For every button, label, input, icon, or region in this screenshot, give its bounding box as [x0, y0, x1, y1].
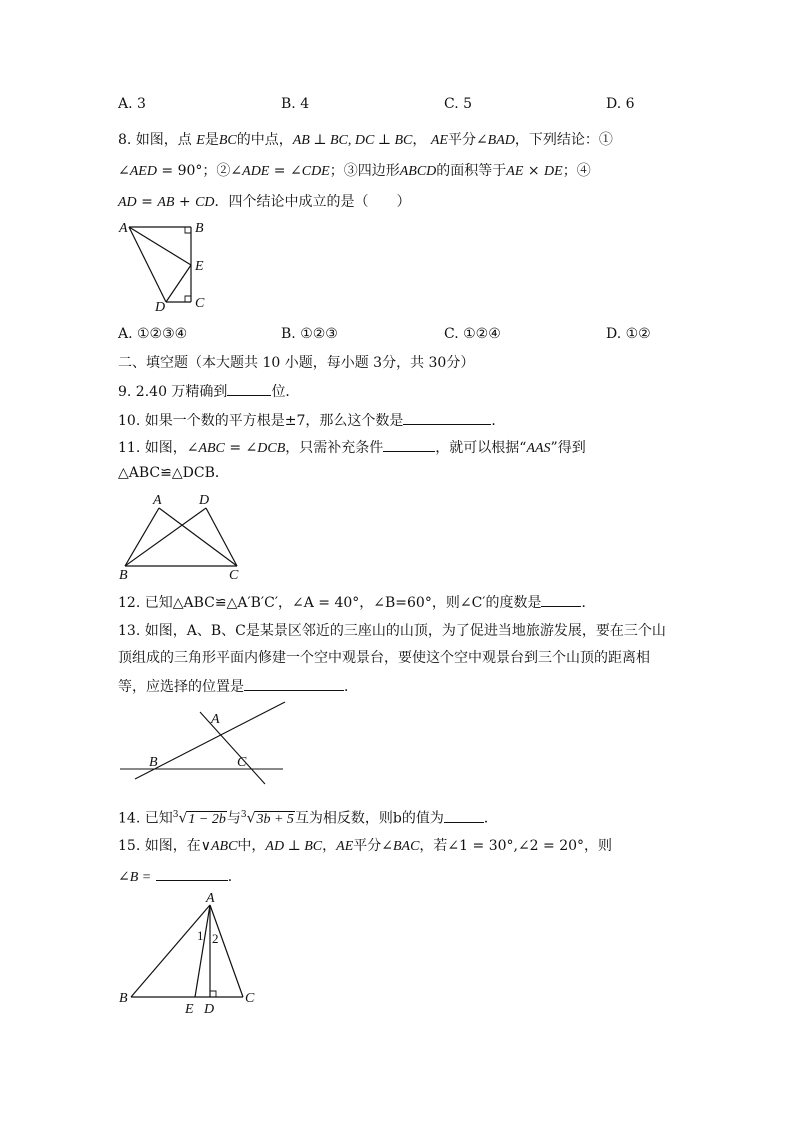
- q8-option-b: B. ①②③: [281, 326, 338, 342]
- q15-label-a: A: [206, 891, 215, 906]
- q10-answer-blank: [403, 410, 491, 425]
- q11-seg-db: [125, 508, 206, 566]
- q14-radicand-2: 3b + 5: [256, 811, 294, 827]
- q11-label-a: A: [153, 493, 162, 508]
- q8-label-a: A: [119, 221, 128, 236]
- q15-seg-ab: [131, 905, 210, 997]
- q13-label-a: A: [211, 712, 220, 727]
- q11-label-c: C: [229, 568, 239, 583]
- q8-line-3: AD = AB + CD．四个结论中成立的是（ ）: [118, 194, 411, 210]
- q15-label-1: 1: [197, 928, 204, 943]
- q8-line-1: 8. 如图，点 E是BC的中点，AB ⊥ BC, DC ⊥ BC， AE平分∠BAD，下列结论：①: [118, 132, 613, 148]
- q12-answer-blank: [541, 592, 581, 607]
- q13-label-b: B: [149, 755, 158, 770]
- q15-seg-ae: [195, 905, 210, 997]
- q15-seg-ac: [210, 905, 243, 997]
- q14: 14. 已知$^3$√1 − 2b与$^3$√3b + 5互为相反数，则b的值为 ．: [118, 805, 498, 829]
- q14-radicand-1: 1 − 2b: [188, 811, 226, 827]
- q15-figure: [115, 890, 265, 1015]
- q11-seg-ab: [125, 508, 159, 566]
- q15-label-b: B: [119, 991, 128, 1006]
- q7-option-c: C. 5: [444, 96, 473, 112]
- q15-label-d: D: [204, 1002, 215, 1017]
- q13-line-2: 顶组成的三角形平面内修建一个空中观景台，要使这个空中观景台到三个山顶的距离相: [118, 650, 650, 666]
- q8-label-b: B: [195, 221, 204, 236]
- q11-figure: [115, 490, 250, 583]
- q7-option-d: D. 6: [606, 96, 635, 112]
- q8-line-2: ∠AED = 90°；②∠ADE = ∠CDE；③四边形ABCD的面积等于AE × DE；④: [118, 163, 591, 179]
- q11-answer-blank: [383, 437, 435, 452]
- q7-option-a: A. 3: [118, 96, 146, 112]
- q11-label-d: D: [199, 493, 210, 508]
- q8-label-e: E: [195, 259, 204, 274]
- q15-line-1: 15. 如图，在∨ABC中，AD ⊥ BC，AE平分∠BAC，若∠1 = 30°,∠2 = 20°，则: [118, 838, 613, 854]
- q15-answer-blank: [156, 866, 228, 881]
- q8-option-a: A. ①②③④: [118, 326, 188, 342]
- q13-line-1: 13. 如图，A、B、C是某景区邻近的三座山的山顶，为了促进当地旅游发展，要在三个山: [118, 623, 666, 639]
- q11-seg-ac: [159, 508, 237, 566]
- q14-answer-blank: [444, 808, 484, 823]
- q11-line-2: △ABC≌△DCB．: [118, 465, 229, 481]
- q9: 9. 2.40 万精确到 位．: [118, 381, 299, 402]
- q10: 10. 如果一个数的平方根是±7，那么这个数是 ．: [118, 410, 505, 431]
- q8-right-angle-c: [185, 296, 191, 302]
- q8-seg-de: [166, 265, 191, 302]
- q9-answer-blank: [227, 381, 271, 396]
- q13-label-c: C: [237, 755, 247, 770]
- q8-right-angle-b: [185, 227, 191, 233]
- q15-label-c: C: [245, 991, 255, 1006]
- q13-line-ac: [200, 712, 265, 784]
- q8-label-c: C: [195, 296, 205, 311]
- q15-label-e: E: [185, 1002, 194, 1017]
- q11-line-1: 11. 如图，∠ABC = ∠DCB，只需补充条件 ，就可以根据“AAS”得到: [118, 437, 586, 459]
- q13-figure: [115, 700, 290, 785]
- q15-right-angle-d: [210, 991, 216, 997]
- q8-label-d: D: [155, 300, 166, 315]
- q15-line-2: ∠B = ．: [118, 866, 242, 888]
- q7-option-b: B. 4: [281, 96, 310, 112]
- q8-option-d: D. ①②: [606, 326, 651, 342]
- section-2-heading: 二、填空题（本大题共 10 小题，每小题 3分，共 30分）: [118, 355, 475, 371]
- q13-answer-blank: [244, 676, 344, 691]
- q12: 12. 已知△ABC≌△A′B′C′，∠A = 40°，∠B=60°，则∠C′的度数是 ．: [118, 592, 595, 613]
- q11-label-b: B: [119, 568, 128, 583]
- q8-figure: [115, 215, 215, 315]
- q15-label-2: 2: [212, 931, 219, 946]
- q11-seg-dc: [206, 508, 237, 566]
- q8-option-c: C. ①②④: [444, 326, 501, 342]
- q13-line-3: 等，应选择的位置是 ．: [118, 676, 358, 697]
